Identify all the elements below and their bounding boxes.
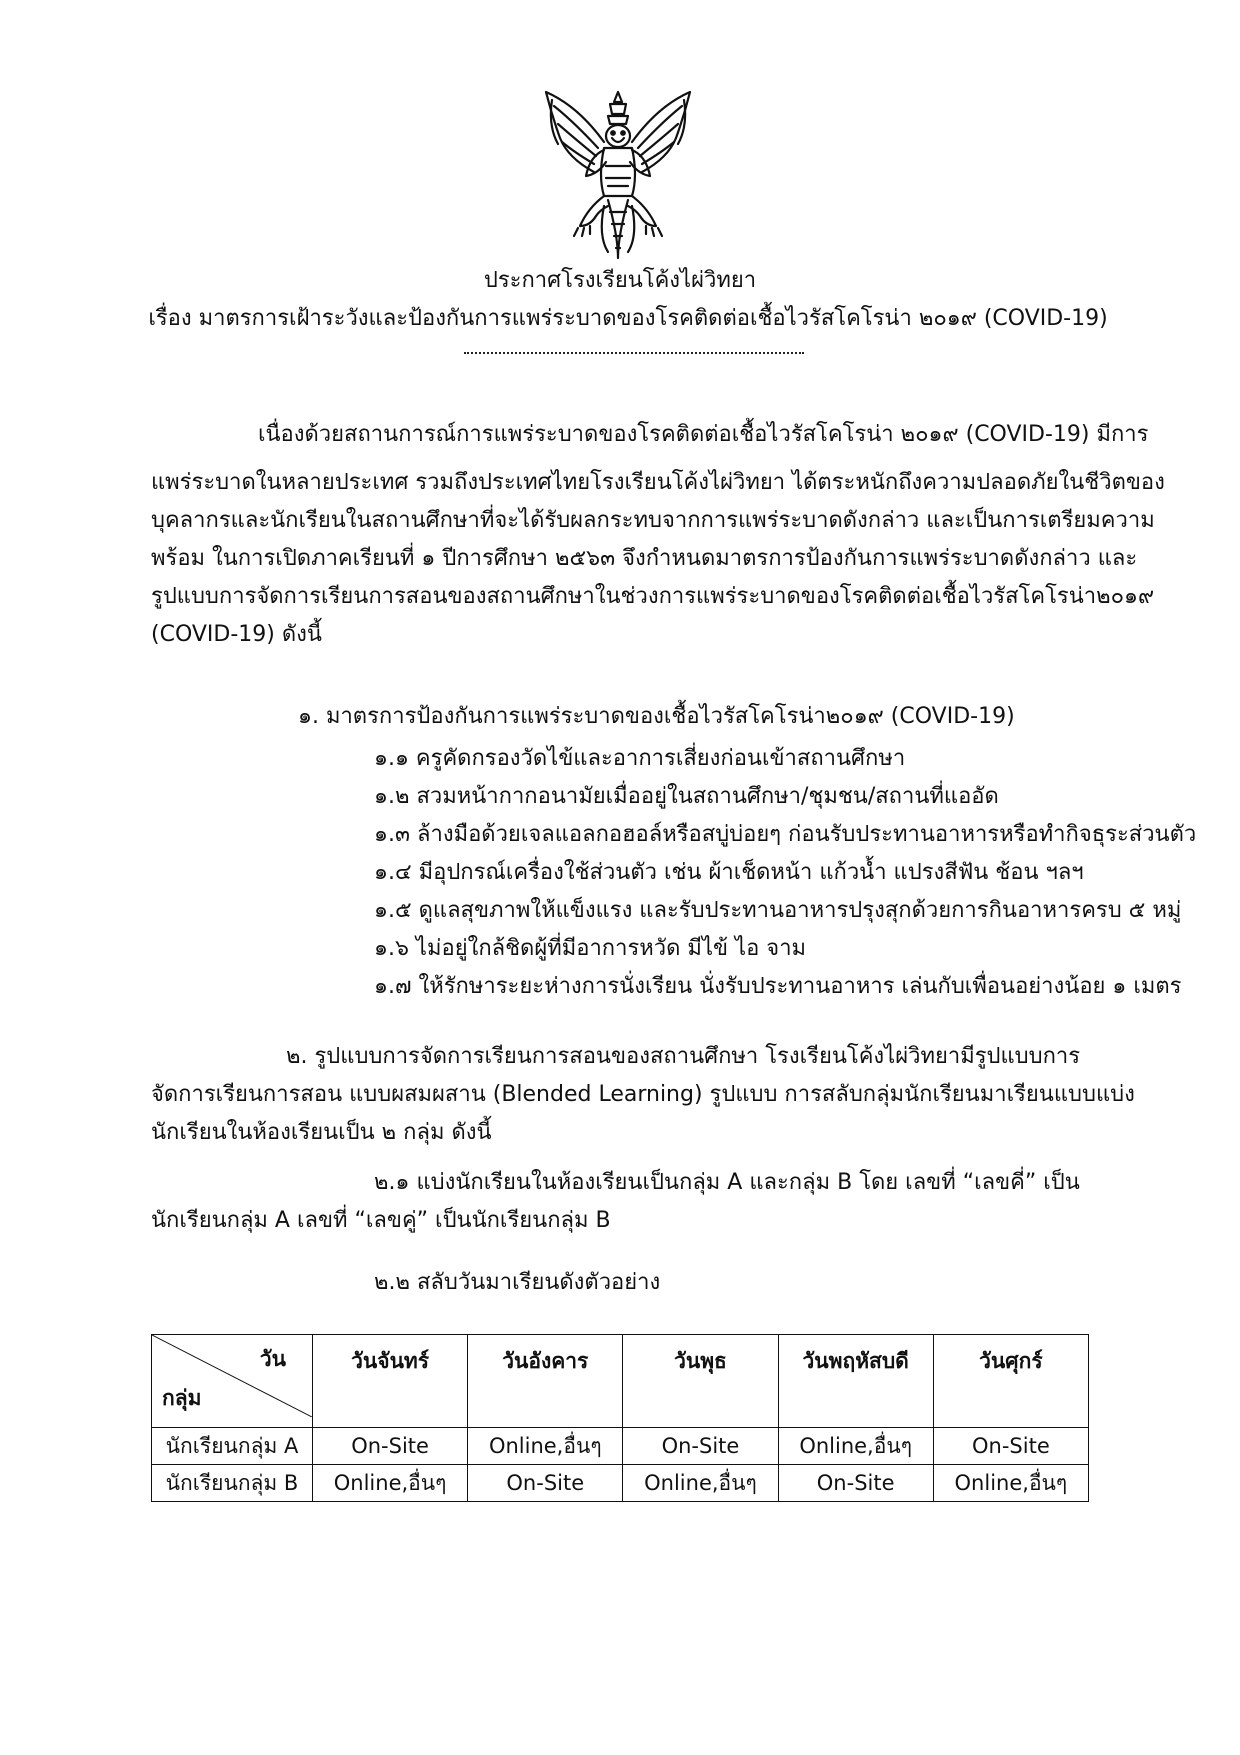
intro-line-2: แพร่ระบาดในหลายประเทศ รวมถึงประเทศไทยโรงเรียนโค้งไผ่วิทยา ได้ตระหนักถึงความปลอดภัยในชีวิตของ: [151, 470, 1165, 495]
table-cell: Online,อื่นๆ: [468, 1428, 623, 1465]
table-cell: Online,อื่นๆ: [623, 1465, 778, 1502]
corner-day-label: วัน: [259, 1347, 286, 1371]
section2-line-3: นักเรียนในห้องเรียนเป็น ๒ กลุ่ม ดังนี้: [151, 1120, 492, 1145]
table-row: [152, 1428, 1089, 1465]
corner-group-label: กลุ่ม: [162, 1386, 202, 1410]
garuda-emblem-icon: [538, 86, 698, 264]
day-header: วันพุธ: [623, 1335, 778, 1428]
dotted-divider: [464, 352, 804, 354]
table-cell: Online,อื่นๆ: [778, 1428, 933, 1465]
announcement-title: ประกาศโรงเรียนโค้งไผ่วิทยา: [483, 268, 757, 293]
day-header: วันอังคาร: [468, 1335, 623, 1428]
announcement-subject: เรื่อง มาตรการเฝ้าระวังและป้องกันการแพร่ระบาดของโรคติดต่อเชื้อไวรัสโคโรน่า ๒๐๑๙ (COVID-19): [148, 306, 1108, 331]
schedule-table: [151, 1334, 1089, 1502]
section1-item: ๑.๖ ไม่อยู่ใกล้ชิดผู้ที่มีอาการหวัด มีไข้ ไอ จาม: [374, 936, 807, 961]
day-header: วันศุกร์: [933, 1335, 1088, 1428]
intro-line-6: (COVID-19) ดังนี้: [151, 622, 322, 647]
table-cell: Online,อื่นๆ: [933, 1465, 1088, 1502]
group-cell: นักเรียนกลุ่ม B: [152, 1465, 313, 1502]
section2-item1-line-2: นักเรียนกลุ่ม A เลขที่ “เลขคู่” เป็นนักเรียนกลุ่ม B: [151, 1208, 611, 1233]
day-header: วันพฤหัสบดี: [778, 1335, 933, 1428]
section1-item: ๑.๑ ครูคัดกรองวัดไข้และอาการเสี่ยงก่อนเข้าสถานศึกษา: [374, 746, 906, 771]
table-cell: On-Site: [313, 1428, 468, 1465]
section1-heading: ๑. มาตรการป้องกันการแพร่ระบาดของเชื้อไวรัสโคโรน่า๒๐๑๙ (COVID-19): [298, 704, 1015, 729]
section2-line-2: จัดการเรียนการสอน แบบผสมผสาน (Blended Learning) รูปแบบ การสลับกลุ่มนักเรียนมาเรียนแบบแบ่ง: [151, 1082, 1135, 1107]
table-cell: On-Site: [778, 1465, 933, 1502]
table-header-row: [152, 1335, 1089, 1428]
table-cell: Online,อื่นๆ: [313, 1465, 468, 1502]
section1-item: ๑.๕ ดูแลสุขภาพให้แข็งแรง และรับประทานอาหารปรุงสุกด้วยการกินอาหารครบ ๕ หมู่: [374, 898, 1182, 923]
section1-item: ๑.๔ มีอุปกรณ์เครื่องใช้ส่วนตัว เช่น ผ้าเช็ดหน้า แก้วน้ำ แปรงสีฟัน ช้อน ฯลฯ: [374, 860, 1084, 885]
table-cell: On-Site: [468, 1465, 623, 1502]
corner-cell: [152, 1335, 313, 1428]
section2-item1-line-1: ๒.๑ แบ่งนักเรียนในห้องเรียนเป็นกลุ่ม A และกลุ่ม B โดย เลขที่ “เลขคี่” เป็น: [374, 1170, 1080, 1195]
table-cell: On-Site: [933, 1428, 1088, 1465]
table-row: [152, 1465, 1089, 1502]
section2-line-1: ๒. รูปแบบการจัดการเรียนการสอนของสถานศึกษา โรงเรียนโค้งไผ่วิทยามีรูปแบบการ: [286, 1044, 1081, 1069]
section1-item: ๑.๒ สวมหน้ากากอนามัยเมื่ออยู่ในสถานศึกษา/ชุมชน/สถานที่แออัด: [374, 784, 999, 809]
intro-line-4: พร้อม ในการเปิดภาคเรียนที่ ๑ ปีการศึกษา ๒๕๖๓ จึงกำหนดมาตรการป้องกันการแพร่ระบาดดังกล่าว และ: [151, 546, 1138, 571]
intro-line-5: รูปแบบการจัดการเรียนการสอนของสถานศึกษาในช่วงการแพร่ระบาดของโรคติดต่อเชื้อไวรัสโคโรน่า๒๐๑๙: [151, 584, 1155, 609]
intro-line-1: เนื่องด้วยสถานการณ์การแพร่ระบาดของโรคติดต่อเชื้อไวรัสโคโรน่า ๒๐๑๙ (COVID-19) มีการ: [258, 422, 1149, 447]
section2-item2: ๒.๒ สลับวันมาเรียนดังตัวอย่าง: [374, 1270, 661, 1295]
group-cell: นักเรียนกลุ่ม A: [152, 1428, 313, 1465]
section1-item: ๑.๓ ล้างมือด้วยเจลแอลกอฮอล์หรือสบู่บ่อยๆ ก่อนรับประทานอาหารหรือทำกิจธุระส่วนตัว: [374, 822, 1197, 847]
table-cell: On-Site: [623, 1428, 778, 1465]
section1-item: ๑.๗ ให้รักษาระยะห่างการนั่งเรียน นั่งรับประทานอาหาร เล่นกับเพื่อนอย่างน้อย ๑ เมตร: [374, 974, 1182, 999]
intro-line-3: บุคลากรและนักเรียนในสถานศึกษาที่จะได้รับผลกระทบจากการแพร่ระบาดดังกล่าว และเป็นการเตรียมความ: [151, 508, 1155, 533]
day-header: วันจันทร์: [313, 1335, 468, 1428]
